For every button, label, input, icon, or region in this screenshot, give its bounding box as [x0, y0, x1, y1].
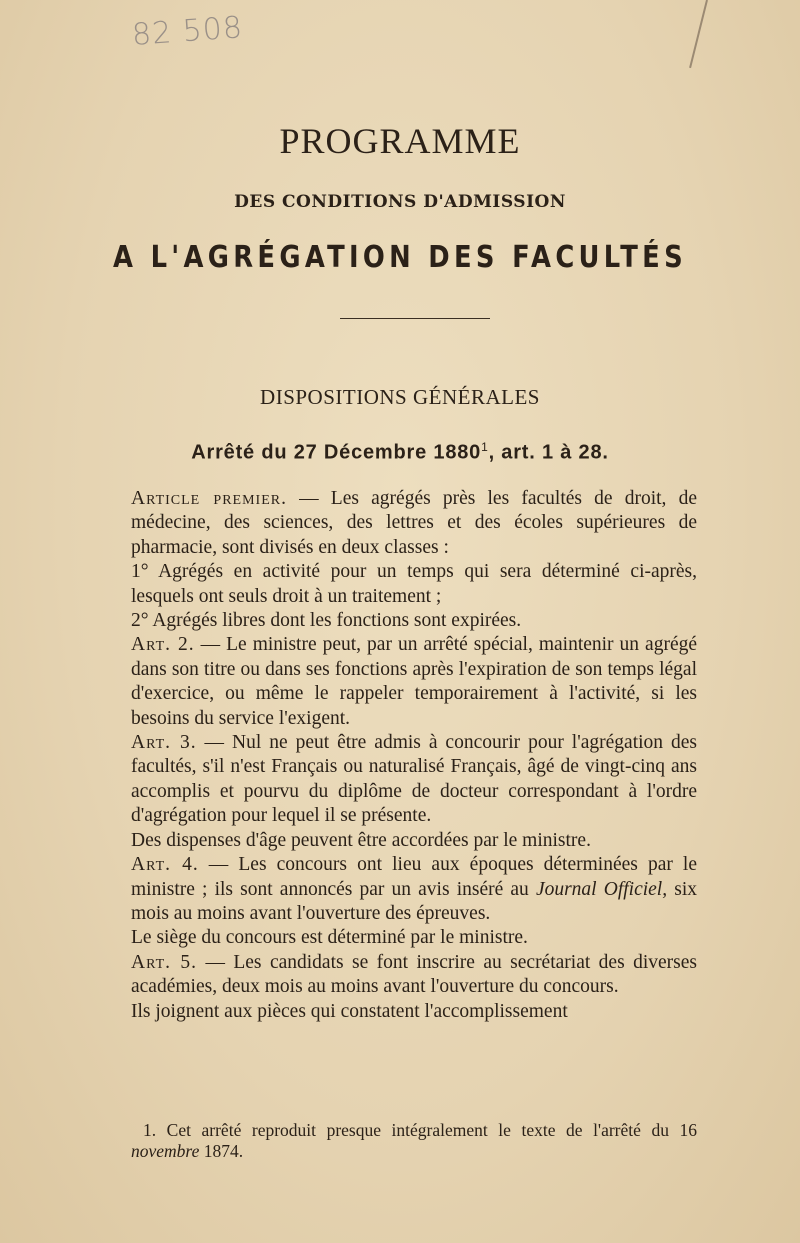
- article-1-item-1: [131, 560, 697, 609]
- pencil-shelfmark: 82 508: [130, 10, 245, 53]
- article-3-label: Art. 3.: [131, 732, 197, 754]
- footnote-ref: 1: [481, 440, 489, 454]
- journal-officiel: Journal Officiel,: [535, 878, 668, 900]
- arrete-heading: [0, 440, 800, 465]
- article-1: [131, 487, 697, 560]
- article-4-label: Art. 4.: [131, 854, 199, 876]
- article-3-para-2-text: Des dispenses d'âge peuvent être accordées par le ministre.: [131, 829, 591, 851]
- article-1-text: — Les agrégés près les facultés de droit, de médecine, des sciences, des lettres et des écoles supérieures de pharmacie, sont divisés en deux classes :: [131, 488, 697, 558]
- article-5-para-2-text: Ils joignent aux pièces qui constatent l'accomplissement: [131, 1000, 568, 1022]
- article-1-item-2-text: 2° Agrégés libres dont les fonctions sont expirées.: [131, 610, 522, 632]
- article-4-para-2: [131, 926, 697, 950]
- arrete-tail: , art. 1 à 28.: [488, 441, 609, 464]
- articles-body: [131, 487, 697, 1024]
- article-5-text: — Les candidats se font inscrire au secrétariat des diverses académies, deux mois au moins avant l'ouverture du concours.: [131, 951, 697, 998]
- article-5: [131, 951, 697, 1000]
- article-5-label: Art. 5.: [131, 951, 198, 973]
- section-heading: DISPOSITIONS GÉNÉRALES: [260, 385, 540, 409]
- article-2-text: — Le ministre peut, par un arrêté spécial, maintenir un agrégé dans son titre ou dans ses fonctions après l'expiration de son temps légal d'exercice, ou même le rappeler temporairement à l'activité, si les besoins du service l'exigent.: [131, 634, 698, 729]
- divider-rule: [340, 318, 490, 319]
- article-4-text-a: — Les concours ont lieu aux époques déterminées par le ministre ; ils sont annoncés par un avis inséré au: [131, 854, 697, 900]
- footnote-text-b: 1874.: [199, 1141, 244, 1161]
- article-4-para-2-text: Le siège du concours est déterminé par le ministre.: [131, 927, 528, 949]
- arrete-text: Arrêté du 27 Décembre 1880: [191, 441, 482, 464]
- article-5-para-2: [131, 1000, 697, 1024]
- paper-fold-line: [689, 0, 708, 68]
- footnote: [131, 1120, 697, 1162]
- article-1-item-2: [131, 609, 697, 633]
- article-1-item-1-text: 1° Agrégés en activité pour un temps qui sera déterminé ci-après, lesquels ont seuls droit à un traitement ;: [131, 561, 697, 607]
- footnote-text-a: 1. Cet arrêté reproduit presque intégralement le texte de l'arrêté du 16: [143, 1120, 697, 1140]
- article-1-label: Article premier.: [131, 488, 287, 509]
- subtitle-agregation: A L'AGRÉGATION DES FACULTÉS: [113, 240, 687, 275]
- article-2: [131, 633, 697, 731]
- article-3-para-2: [131, 829, 697, 853]
- subtitle-conditions: DES CONDITIONS D'ADMISSION: [234, 192, 566, 212]
- footnote-text: [131, 1120, 697, 1162]
- article-2-label: Art. 2.: [131, 634, 195, 656]
- article-4-text-b: six mois au moins avant l'ouverture des épreuves.: [131, 878, 697, 924]
- page-title: PROGRAMME: [279, 121, 521, 161]
- article-4: [131, 853, 697, 926]
- footnote-date: novembre: [131, 1141, 200, 1161]
- article-3-text: — Nul ne peut être admis à concourir pour l'agrégation des facultés, s'il n'est Français ou naturalisé Français, âgé de vingt-cinq ans accomplis et pourvu du diplôme de docteur correspondant à l'ordre d'agrégation pour lequel il se présente.: [131, 732, 697, 827]
- article-3: [131, 731, 697, 829]
